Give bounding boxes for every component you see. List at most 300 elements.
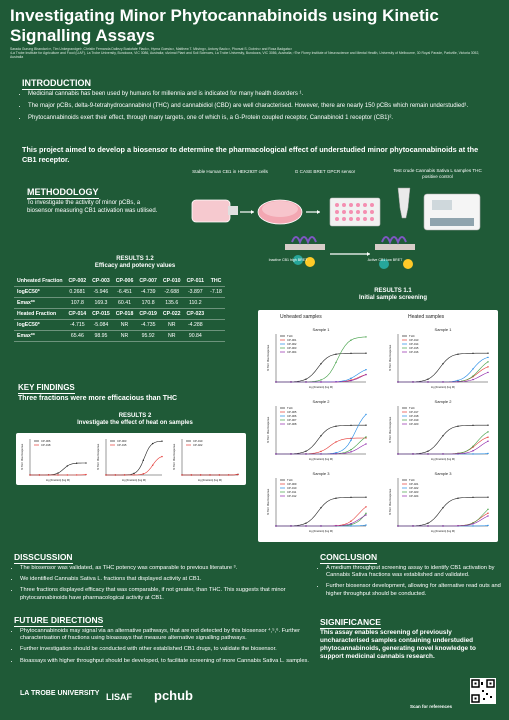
future-list [10, 628, 310, 669]
series-line [276, 375, 366, 382]
results-1-1-charts [258, 322, 498, 542]
series-line [276, 444, 366, 454]
future-bullet: • Bioassays with higher throughput should be developed, to facilitate screening of more Cannabis Sativa L. samples. [20, 658, 310, 665]
data-point [152, 443, 153, 444]
results-2-charts [16, 433, 246, 485]
data-point [412, 453, 413, 454]
data-point [67, 465, 68, 466]
table-row-label: Unheated Fraction [14, 276, 66, 287]
x-axis-label: log [Fraction] (log M) [431, 458, 455, 461]
table-cell: CP-006 [113, 276, 137, 287]
x-axis-label: log [Fraction] (log M) [309, 530, 333, 533]
x-axis-label: log [Fraction] (log M) [309, 458, 333, 461]
data-point [365, 425, 366, 426]
efficacy-table-grid [14, 276, 225, 342]
table-cell [207, 331, 225, 342]
results-1-1-title: RESULTS 1.1 Initial sample screening [358, 288, 428, 302]
table-cell: CP-023 [184, 309, 208, 320]
data-point [472, 375, 473, 376]
data-point [105, 474, 106, 475]
significance-heading: SIGNIFICANCE [320, 617, 381, 627]
data-point [57, 472, 58, 473]
data-point [290, 381, 291, 382]
data-point [275, 381, 276, 382]
data-point [427, 450, 428, 451]
table-row-label: logEC50* [14, 320, 66, 331]
table-row [14, 309, 225, 320]
data-point [427, 381, 428, 382]
legend-label: THC [287, 478, 293, 482]
data-point [320, 453, 321, 454]
table-cell: -4.735 [136, 320, 160, 331]
data-point [320, 507, 321, 508]
data-point [290, 525, 291, 526]
series-line [398, 441, 488, 454]
legend-label: CP-014 [409, 342, 419, 346]
data-point [237, 474, 238, 475]
data-point [209, 474, 210, 475]
data-point [115, 474, 116, 475]
data-point [365, 414, 366, 415]
dose-response-plot [266, 327, 367, 389]
y-axis-label: % THC Max Response [389, 488, 392, 516]
data-point [412, 525, 413, 526]
data-point [487, 372, 488, 373]
authors [10, 47, 490, 60]
plot-title: Sample 1 [434, 327, 452, 332]
results-1-2-title: RESULTS 1.2 Efficacy and potency values [94, 256, 176, 270]
plot-title: Sample 3 [434, 471, 452, 476]
table-cell: -4.288 [184, 320, 208, 331]
data-point [320, 379, 321, 380]
future-bullet: • Further investigation should be conducted with other established CB1 drugs, to validate the biosensor. [20, 646, 310, 653]
data-point [200, 474, 201, 475]
conclusion-heading: CONCLUSION [320, 552, 378, 562]
x-axis-label: log [Fraction] (log M) [431, 530, 455, 533]
active-receptor-icon [375, 237, 415, 269]
table-cell: -3.897 [184, 287, 208, 298]
legend-label: CP-003 [287, 346, 297, 350]
data-point [350, 425, 351, 426]
discussion-bullet: • Three fractions displayed efficacy that was comparable, if not greater, than THC. This suggests that minor phytocannabinoids have pharmacological activity at CB1. [20, 587, 310, 601]
key-findings-heading: KEY FINDINGS [18, 383, 75, 392]
legend-label: CP-019 [409, 418, 419, 422]
data-point [350, 440, 351, 441]
y-axis-label: % THC Max Response [389, 416, 392, 444]
data-point [305, 450, 306, 451]
table-cell: 110.2 [184, 298, 208, 309]
data-point [487, 425, 488, 426]
data-point [487, 453, 488, 454]
data-point [57, 474, 58, 475]
data-point [143, 460, 144, 461]
data-point [442, 363, 443, 364]
plot-title: Sample 2 [434, 399, 452, 404]
data-point [305, 522, 306, 523]
series-line [398, 357, 488, 382]
data-point [487, 361, 488, 362]
conclusion-bullet: • A medium throughput screening assay to identify CB1 activation by Cannabis Sativa fractions was established and validated. [326, 565, 501, 579]
legend-label: THC [287, 334, 293, 338]
results-2-panel [16, 433, 246, 485]
cell-dish-icon [258, 200, 302, 224]
y-axis-label: % THC Max Response [173, 443, 176, 471]
legend-label: CP-011 [287, 490, 297, 494]
unheated-label: Unheated samples [280, 314, 322, 320]
data-point [219, 474, 220, 475]
legend-label: CP-015 [409, 346, 419, 350]
dose-response-plot [388, 471, 489, 533]
series-line [106, 457, 162, 475]
dose-response-plot [266, 471, 367, 533]
table-row [14, 287, 225, 298]
table-cell: -7.18 [207, 287, 225, 298]
legend-label: CP-010 [287, 486, 297, 490]
data-point [335, 354, 336, 355]
legend-label: CP-007 [287, 418, 297, 422]
data-point [472, 353, 473, 354]
series-line [398, 516, 488, 526]
legend-label: CP-023 [409, 490, 419, 494]
table-row [14, 298, 225, 309]
data-point [320, 381, 321, 382]
data-point [487, 366, 488, 367]
table-cell: CP-010 [160, 276, 184, 287]
table-cell: 169.3 [89, 298, 113, 309]
data-point [427, 522, 428, 523]
methodology-diagram [170, 182, 500, 287]
latrobe-logo-text: LA TROBE UNIVERSITY [20, 690, 100, 697]
method-heading: METHODOLOGY [27, 187, 99, 197]
data-point [29, 474, 30, 475]
table-cell: NR [113, 331, 137, 342]
data-point [67, 474, 68, 475]
table-row-label: Emax** [14, 331, 66, 342]
legend-label: CP-003 [117, 439, 127, 443]
legend-label: CP-022 [409, 486, 419, 490]
data-point [275, 453, 276, 454]
legend-label: CP-006 [41, 439, 51, 443]
latrobe-logo [20, 690, 99, 697]
dose-response-plot [388, 399, 489, 461]
discussion-bullet: • The biosensor was validated, as THC potency was comparable to previous literature ³. [20, 565, 310, 572]
data-point [305, 453, 306, 454]
legend-label: THC [409, 334, 415, 338]
data-point [85, 462, 86, 463]
table-row [14, 276, 225, 287]
x-axis-label: log [Fraction] (log M) [122, 479, 146, 482]
data-point [350, 497, 351, 498]
data-point [457, 354, 458, 355]
data-point [335, 453, 336, 454]
data-point [442, 435, 443, 436]
data-point [335, 426, 336, 427]
inactive-caption: Inactive CB1 high BRET [268, 258, 308, 262]
data-point [228, 474, 229, 475]
series-line [398, 437, 488, 454]
heated-label: Heated samples [408, 314, 445, 320]
data-point [442, 381, 443, 382]
table-cell [207, 320, 225, 331]
poster-title: Investigating Minor Phytocannabinoids using Kinetic Signalling Assays [10, 6, 439, 45]
legend-label: CP-013 [409, 338, 419, 342]
data-point [365, 436, 366, 437]
x-axis-label: log [Fraction] (log M) [431, 386, 455, 389]
legend-label: CP-005 [287, 410, 297, 414]
data-point [487, 525, 488, 526]
lisaf-logo-text: LISAF [106, 692, 132, 702]
data-point [472, 525, 473, 526]
method-caption-samples: Test crude Cannabis Sativa L samples THC positive control [393, 168, 482, 179]
data-point [305, 525, 306, 526]
data-point [275, 525, 276, 526]
data-point [133, 473, 134, 474]
legend-label: CP-006 [287, 414, 297, 418]
data-point [365, 506, 366, 507]
plot-title: Sample 3 [312, 471, 330, 476]
table-cell: CP-003 [89, 276, 113, 287]
active-caption: Active CB1 low BRET [367, 258, 403, 262]
data-point [320, 435, 321, 436]
series-line [106, 441, 162, 475]
y-axis-label: % THC Max Response [267, 488, 270, 516]
data-point [350, 451, 351, 452]
table-cell: CP-014 [66, 309, 90, 320]
legend-label: CP-002 [287, 342, 297, 346]
data-point [350, 449, 351, 450]
table-cell: -2.688 [160, 287, 184, 298]
legend-label: CP-016 [409, 350, 419, 354]
data-point [290, 453, 291, 454]
affiliations: ¹La Trobe Institute for Agriculture and Food (LIAF), La Trobe University, Bundoora, VIC 3086, Australia; ²Animal Plant and Soil Sciences, La Trobe University, Bundoora, VIC 3086, Australia; ³The Florey Institute of Neuroscience and Mental Health, University of Melbourne, 30 Royal Parade, Parkville, Victoria 3052, Australia [10, 51, 480, 60]
table-cell: CP-011 [184, 276, 208, 287]
data-point [472, 368, 473, 369]
data-point [335, 441, 336, 442]
data-point [365, 497, 366, 498]
data-point [305, 381, 306, 382]
x-axis-label: log [Fraction] (log M) [46, 479, 70, 482]
data-point [487, 436, 488, 437]
data-point [335, 498, 336, 499]
data-point [472, 453, 473, 454]
table-cell: -5.946 [89, 287, 113, 298]
dose-response-plot [96, 439, 163, 482]
table-row [14, 320, 225, 331]
table-cell: 65.46 [66, 331, 90, 342]
data-point [457, 498, 458, 499]
table-cell [207, 298, 225, 309]
table-row-label: Emax** [14, 298, 66, 309]
data-point [48, 474, 49, 475]
data-point [76, 463, 77, 464]
pipette-icon [398, 188, 410, 218]
series-line [398, 372, 488, 382]
data-point [335, 381, 336, 382]
data-point [320, 363, 321, 364]
method-text: To investigate the activity of minor pCBs, a biosensor measuring CB1 activation was utilised. [27, 200, 158, 214]
data-point [427, 453, 428, 454]
results-2-title: RESULTS 2 Investigate the effect of heat on samples [77, 413, 193, 427]
legend-label: CP-018 [409, 414, 419, 418]
legend-label: CP-024 [409, 494, 419, 498]
results-1-1-panel [258, 310, 498, 542]
data-point [350, 380, 351, 381]
data-point [350, 525, 351, 526]
table-cell: -4.739 [136, 287, 160, 298]
data-point [305, 378, 306, 379]
table-cell: 95.92 [136, 331, 160, 342]
x-axis-label: log [Fraction] (log M) [198, 479, 222, 482]
data-point [487, 441, 488, 442]
scan-label: Scan for references [410, 704, 453, 709]
data-point [487, 353, 488, 354]
table-row [14, 331, 225, 342]
table-row-label: logEC50* [14, 287, 66, 298]
data-point [161, 440, 162, 441]
method-caption-cells: Stable Human CB1 in HEK293T cells [192, 169, 268, 174]
data-point [427, 525, 428, 526]
table-cell: 170.8 [136, 298, 160, 309]
y-axis-label: % THC Max Response [267, 416, 270, 444]
table-cell: 98.95 [89, 331, 113, 342]
data-point [457, 525, 458, 526]
significance-text: This assay enables screening of previously uncharacterised samples containing understudied phytocannabinoids, generating novel knowledge to support medicinal cannabis research. [320, 629, 476, 660]
qr-code-icon[interactable] [470, 678, 496, 704]
legend-label: CP-017 [409, 410, 419, 414]
dose-response-plot [172, 439, 239, 482]
table-cell: NR [160, 320, 184, 331]
future-heading: FUTURE DIRECTIONS [14, 615, 104, 625]
table-cell: CP-002 [66, 276, 90, 287]
data-point [442, 525, 443, 526]
data-point [191, 474, 192, 475]
data-point [412, 381, 413, 382]
conclusion-list [316, 565, 501, 602]
table-cell: -6.451 [113, 287, 137, 298]
data-point [365, 443, 366, 444]
legend-label: CP-010 [193, 439, 203, 443]
data-point [335, 525, 336, 526]
legend-label: THC [287, 406, 293, 410]
dose-response-plot [388, 327, 489, 389]
dose-response-plot [20, 439, 87, 482]
dose-response-plot [266, 399, 367, 461]
data-point [397, 525, 398, 526]
series-line [276, 425, 366, 454]
conclusion-bullet: • Further biosensor development, allowing for alternative read outs and higher throughput should be conducted. [326, 583, 501, 597]
data-point [457, 426, 458, 427]
legend-label: CP-001 [287, 338, 297, 342]
table-cell: 60.41 [113, 298, 137, 309]
table-cell: THC [207, 276, 225, 287]
data-point [472, 497, 473, 498]
table-cell: NR [160, 331, 184, 342]
x-axis-label: log [Fraction] (log M) [309, 386, 333, 389]
data-point [487, 513, 488, 514]
data-point [350, 339, 351, 340]
intro-heading: INTRODUCTION [22, 78, 91, 88]
plot-title: Sample 1 [312, 327, 330, 332]
data-point [365, 524, 366, 525]
legend-label: THC [409, 478, 415, 482]
plate-reader-icon [424, 194, 480, 230]
intro-bullet: • The major pCBs, delta-9-tetrahydrocannabinol (THC) and cannabidiol (CBD) are well characterised. However, there are nearly 150 pCBs which remain understudied¹. [28, 102, 498, 110]
legend-label: CP-015 [117, 443, 127, 447]
qr-pattern [470, 678, 496, 704]
table-cell: -5.084 [89, 320, 113, 331]
data-point [181, 474, 182, 475]
series-line [276, 375, 366, 383]
author-list: Sarada Gurung Bhandari¹²³, Tim Unkegrandgei³, Christin Fernanda Dallezy Bustofate Flack¹², Hyrna Goesia¹², Matthew T. Mkving¹², Antony Bacic¹², Phorsat S. Dobrin¹² and Rosa Badgata¹² [10, 47, 293, 51]
table-row-label: Heated Fraction [14, 309, 66, 320]
data-point [442, 453, 443, 454]
table-cell: 0.2681 [66, 287, 90, 298]
data-point [320, 525, 321, 526]
cell-flask-icon [192, 200, 238, 222]
data-point [487, 431, 488, 432]
series-line [398, 513, 488, 526]
data-point [365, 513, 366, 514]
data-point [365, 336, 366, 337]
table-cell: CP-019 [136, 309, 160, 320]
data-point [161, 456, 162, 457]
key-findings-text: Three fractions were more efficacious than THC [18, 395, 178, 402]
lisaf-logo [106, 692, 132, 702]
data-point [350, 353, 351, 354]
data-point [487, 357, 488, 358]
plot-title: Sample 2 [312, 399, 330, 404]
table-cell: CP-022 [160, 309, 184, 320]
method-caption-sensor: G CASE BRET GPCR sensor [294, 169, 356, 174]
data-point [472, 379, 473, 380]
data-point [335, 362, 336, 363]
y-axis-label: % THC Max Response [267, 344, 270, 372]
intro-bullet: • Medicinal cannabis has been used by humans for millennia and is indicated for many health disorders ¹. [28, 90, 498, 98]
table-cell: CP-007 [136, 276, 160, 287]
pchub-logo [154, 688, 193, 703]
data-point [472, 425, 473, 426]
legend-label: THC [409, 406, 415, 410]
legend-label: CP-021 [409, 482, 419, 486]
data-point [487, 515, 488, 516]
well-plate-icon [330, 198, 380, 226]
data-point [365, 353, 366, 354]
data-point [143, 473, 144, 474]
data-point [487, 497, 488, 498]
y-axis-label: % THC Max Response [21, 443, 24, 471]
data-point [76, 474, 77, 475]
data-point [350, 520, 351, 521]
table-cell: 107.8 [66, 298, 90, 309]
legend-label: CP-008 [287, 422, 297, 426]
table-cell: 90.84 [184, 331, 208, 342]
efficacy-table [14, 276, 254, 342]
aim-statement: This project aimed to develop a biosensor to determine the pharmacological effect of understudied minor phytocannabinoids at the CB1 receptor. [22, 145, 479, 164]
table-cell: CP-015 [89, 309, 113, 320]
legend-label: CP-018 [41, 443, 51, 447]
table-cell: NR [113, 320, 137, 331]
data-point [472, 523, 473, 524]
data-point [350, 378, 351, 379]
data-point [397, 453, 398, 454]
data-point [320, 451, 321, 452]
future-bullet: • Phytocannabinoids may signal via an alternative pathways, that are not detected by this biosensor ⁴,⁵,⁶. Further characterisation of fractions using bioassays that measure alternative signalling pathways. [20, 628, 310, 642]
legend-label: CP-004 [287, 350, 297, 354]
legend-label: CP-022 [193, 443, 203, 447]
y-axis-label: % THC Max Response [389, 344, 392, 372]
data-point [365, 374, 366, 375]
data-point [152, 465, 153, 466]
